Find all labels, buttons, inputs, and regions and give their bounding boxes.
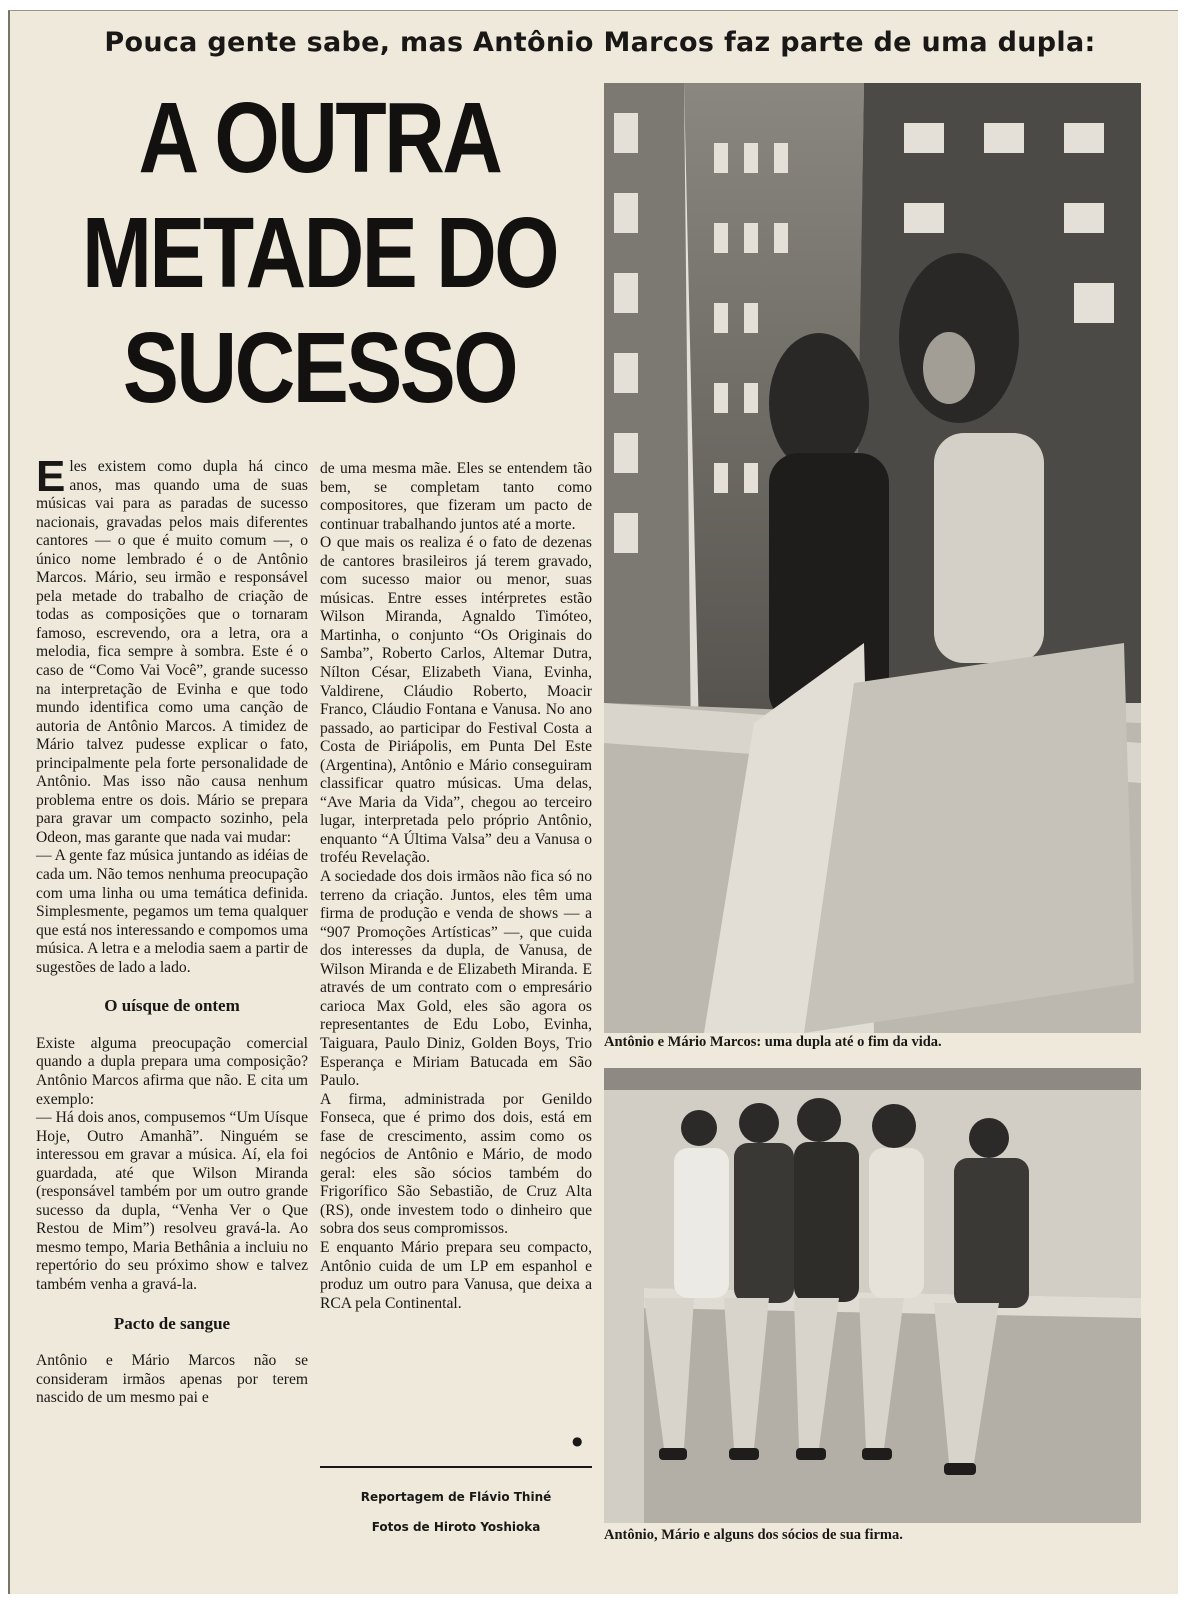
report-credit: Reportagem de Flávio Thiné [360, 1490, 552, 1504]
paragraph: A firma, administrada por Genildo Fonseca, que é primo dos dois, está em fase de crescimento, assim como os negócios de Antônio e Mário, de modo geral: eles são sócios também do Frigorífico São Sebastião, de Cruz Alta (RS), onde investem todo o dinheiro que sobra dos seus compromissos. [320, 1090, 592, 1238]
article-column-1 [36, 452, 308, 1408]
end-mark-icon: ● [572, 1434, 583, 1448]
subhead-pacto: Pacto de sangue [113, 1313, 231, 1333]
article-column-2 [320, 460, 592, 1313]
kicker-line: Pouca gente sabe, mas Antônio Marcos faz parte de uma dupla: [104, 27, 1096, 58]
photo-caption-2: Antônio, Mário e alguns dos sócios de sua firma. [604, 1527, 903, 1543]
paragraph: O que mais os realiza é o fato de dezenas de cantores brasileiros já terem gravado, com sucesso maior ou menor, suas músicas. Entre esses intérpretes estão Wilson Miranda, Agnaldo Timóteo, Martinha, o conjunto “Os Originais do Samba”, Roberto Carlos, Altemar Dutra, Nílton César, Elizabeth Viana, Evinha, Valdirene, Cláudio Roberto, Moacir Franco, Cláudio Fontana e Vanusa. No ano passado, ao participar do Festival Costa a Costa de Piriápolis, em Punta Del Este (Argentina), Antônio e Mário conseguiram classificar quatro músicas. Uma delas, “Ave Maria da Vida”, chegou ao terceiro lugar, interpretada pelo próprio Antônio, enquanto “A Última Valsa” deu a Vanusa o troféu Revelação. [320, 534, 592, 867]
headline [78, 81, 561, 426]
paragraph: — Há dois anos, compusemos “Um Uísque Hoje, Outro Amanhã”. Ninguém se interessou em gravar a música. Aí, ela foi guardada, até que Wilson Miranda (responsável também por um outro grande sucesso da dupla, “Venha Ver o Que Restou de Mim”) resolveu gravá-la. Ao mesmo tempo, Maria Bethânia a incluiu no repertório do seu próximo show e talvez também venha a gravá-la. [36, 1109, 308, 1293]
paragraph-text: les existem como dupla há cinco anos, mas quando uma de suas músicas vai para as paradas de sucesso nacionais, gravadas pelos mais diferentes cantores — o que é muito comum —, o único nome lembrado é o de Antônio Marcos. Mário, seu irmão e responsável pela metade do trabalho de criação de todas as composições que o tornaram famoso, escrevendo, ora a letra, ora a melodia, fica sempre à sombra. Este é o caso de “Como Vai Você”, grande sucesso na interpretação de Evinha e que todo mundo identifica como uma canção de autoria de Antônio Marcos. A timidez de Mário talvez pudesse explicar o fato, principalmente pela forte personalidade de Antônio. Mas isso não causa nenhum problema entre os dois. Mário se prepara para gravar um compacto sozinho, pela Odeon, mas garante que nada vai mudar: [36, 458, 308, 846]
paragraph: Antônio e Mário Marcos não se consideram irmãos apenas por terem nascido de um mesmo pai e [36, 1352, 308, 1407]
credits [320, 1466, 592, 1542]
two-men-sitting-photo-icon [604, 83, 1141, 1033]
paragraph: E enquanto Mário prepara seu compacto, Antônio cuida de um LP em espanhol e produz um outro para Vanusa, que deixa a RCA pela Continental. [320, 1238, 592, 1312]
photo-group [604, 1068, 1141, 1523]
paragraph: — A gente faz música juntando as idéias de cada um. Não temos nenhuma preocupação com uma linha ou uma temática definida. Simplesmente, pegamos um tema qualquer que está nos interessando e compomos uma música. A letra e a melodia saem a partir de sugestões de lado a lado. [36, 847, 308, 976]
drop-cap: E [36, 452, 66, 501]
paragraph: A sociedade dos dois irmãos não fica só no terreno da criação. Juntos, eles têm uma firma de produção e venda de shows — a “907 Promoções Artísticas” —, que cuida dos interesses da dupla, de Vanusa, de Wilson Miranda e de Elizabeth Miranda. E através de um contrato com o empresário carioca Max Gold, eles são agora os representantes de Edu Lobo, Evinha, Taiguara, Paulo Diniz, Golden Boys, Trio Esperança e Miriam Batucada em São Paulo. [320, 868, 592, 1090]
paragraph [36, 452, 308, 847]
headline-line-3: SUCESSO [122, 312, 517, 424]
paragraph: de uma mesma mãe. Eles se entendem tão bem, se completam tanto como compositores, que fizeram um pacto de continuar trabalhando juntos até a morte. [320, 460, 592, 533]
headline-line-2: METADE DO [81, 197, 558, 309]
magazine-page [8, 10, 1178, 1594]
headline-line-1: A OUTRA [138, 82, 501, 194]
photo-duo [604, 83, 1141, 1033]
photo-caption-1: Antônio e Mário Marcos: uma dupla até o fim da vida. [604, 1034, 942, 1050]
subhead-uisque: O uísque de ontem [104, 996, 240, 1016]
photo-credit: Fotos de Hiroto Yoshioka [371, 1520, 541, 1534]
five-men-sitting-photo-icon [604, 1068, 1141, 1523]
paragraph: Existe alguma preocupação comercial quando a dupla prepara uma composição? Antônio Marcos afirma que não. E cita um exemplo: [36, 1034, 308, 1108]
